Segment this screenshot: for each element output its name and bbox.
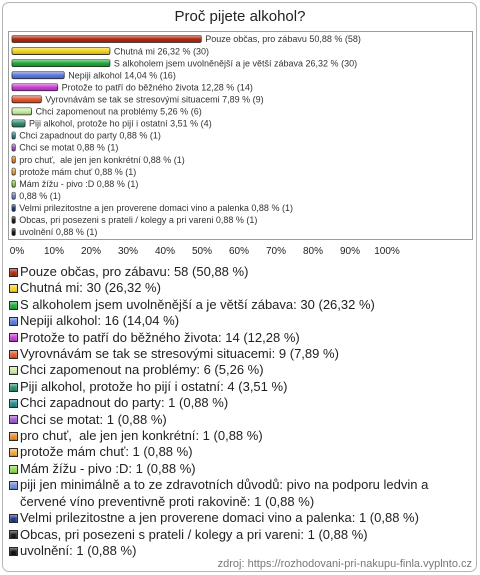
legend-label: Vyrovnávám se tak se stresovými situacemi: 9 (7,89 %) xyxy=(20,346,339,362)
legend-percent: 50,88 % xyxy=(196,264,245,279)
bar-label-count: 1 xyxy=(52,190,58,201)
legend-label: Chci se motat: 1 (0,88 %) xyxy=(20,411,167,427)
bar-row xyxy=(12,58,357,68)
legend-category: Obcas, pri posezeni s prateli / kolegy a pri vareni xyxy=(20,526,301,542)
legend-item xyxy=(9,543,473,559)
legend-percent: 0,88 % xyxy=(147,444,189,460)
x-tick-label: 80% xyxy=(302,246,324,257)
x-tick-label: 30% xyxy=(117,246,139,257)
bar-label-count: 1 xyxy=(284,203,290,214)
bar-label-percent: 0,88 % xyxy=(19,190,48,201)
legend-label: Nepiji alkohol: 16 (14,04 %) xyxy=(20,313,180,329)
legend-label: Piji alkohol, protože ho pijí i ostatní: 4 (3,51 %) xyxy=(20,378,288,394)
legend-swatch xyxy=(9,284,18,293)
legend-category: Nepiji alkohol xyxy=(20,313,98,329)
x-tick-label: 40% xyxy=(154,246,176,257)
bar-chart xyxy=(0,0,480,262)
bar-label-count: 30 xyxy=(344,58,355,69)
legend-percent: 3,51 % xyxy=(242,378,284,394)
legend-category: piji jen minimálně a to ze zdravotních důvodů: pivo na podporu ledvin a červené víno preventivně proti rakovině xyxy=(20,477,432,509)
legend-item xyxy=(9,362,473,378)
bar-label-percent: 0,88 % xyxy=(251,203,280,214)
bar-label: Protože to patří do běžného života 12,28 % (14) xyxy=(61,82,253,93)
x-tick-label: 50% xyxy=(191,246,213,257)
bar-shine xyxy=(12,204,15,211)
legend-item xyxy=(9,477,473,510)
bar-label-category: Chci zapomenout na problémy xyxy=(35,106,158,117)
bar-shine xyxy=(12,120,25,127)
legend-swatch xyxy=(9,268,18,277)
legend-category: uvolnění xyxy=(20,542,70,558)
bar-label-category: Obcas, pri posezeni s prateli / kolegy a pri vareni xyxy=(19,215,214,226)
legend-category: Vyrovnávám se tak se stresovými situacemi xyxy=(20,346,272,362)
bar-label-category: Mám žížu - pivo :D xyxy=(19,178,95,189)
bar-row xyxy=(12,119,212,129)
bar-label-category: Chutná mi xyxy=(113,46,155,57)
legend-item xyxy=(9,395,473,411)
bar-label: Nepiji alkohol 14,04 % (16) xyxy=(68,70,176,81)
x-axis-tick-labels xyxy=(10,246,400,257)
bar-row xyxy=(12,191,61,201)
bar-label-percent: 0,88 % xyxy=(55,227,84,238)
bar-label-category: Nepiji alkohol xyxy=(68,70,122,81)
legend-label: uvolnění: 1 (0,88 %) xyxy=(20,542,137,558)
bar-label-category: S alkoholem jsem uvolněnější a je větší zábava xyxy=(113,58,304,69)
legend-count: 6 xyxy=(203,362,211,378)
legend-count: 14 xyxy=(225,329,240,345)
legend-swatch xyxy=(9,366,18,375)
legend-swatch xyxy=(9,530,18,539)
bar-label: Pouze občas, pro zábavu 50,88 % (58) xyxy=(205,34,361,45)
legend-swatch xyxy=(9,383,18,392)
bar-shine xyxy=(12,132,15,139)
bar-shine xyxy=(12,108,32,115)
bar-label-category: Pouze občas, pro zábavu xyxy=(205,34,307,45)
legend-percent: 0,88 % xyxy=(217,428,259,444)
legend-percent: 5,26 % xyxy=(218,362,260,378)
legend-count: 16 xyxy=(104,313,120,329)
bar-label: Piji alkohol, protože ho pijí i ostatní 3,51 % (4) xyxy=(29,118,212,129)
bar-row xyxy=(12,107,202,117)
bar-label-category: Chci zapadnout do party xyxy=(19,130,117,141)
legend-percent: 14,04 % xyxy=(126,313,175,329)
legend-count: 30 xyxy=(86,280,101,296)
legend-count: 4 xyxy=(227,378,235,394)
bar-label-count: 1 xyxy=(176,154,182,165)
legend-category: Mám žížu - pivo :D xyxy=(20,460,129,476)
bar-label-category: pro chuť, ale jen jen konkrétní xyxy=(19,154,141,165)
legend-percent: 26,32 % xyxy=(108,280,157,296)
bar-row xyxy=(12,34,361,44)
bar-label-count: 1 xyxy=(130,178,136,189)
legend-percent: 26,32 % xyxy=(322,296,371,312)
bar-shine xyxy=(12,192,15,199)
bar-row xyxy=(12,155,185,165)
legend-count: 1 xyxy=(168,395,176,411)
legend-swatch xyxy=(9,317,18,326)
legend-item xyxy=(9,412,473,428)
legend-percent: 0,88 % xyxy=(322,526,364,542)
legend-item xyxy=(9,461,473,477)
bar-row xyxy=(12,131,161,141)
legend-label: S alkoholem jsem uvolněnější a je větší zábava: 30 (26,32 %) xyxy=(20,296,375,312)
bar-row xyxy=(12,167,136,177)
bar-label: protože mám chuť 0,88 % (1) xyxy=(19,166,137,177)
bar-row xyxy=(12,203,293,213)
bar-shine xyxy=(12,36,201,43)
x-tick-label: 20% xyxy=(80,246,102,257)
legend-count: 1 xyxy=(307,526,315,542)
legend-item xyxy=(9,510,473,526)
legend-count: 1 xyxy=(202,428,210,444)
legend-category: Protože to patří do běžného života xyxy=(20,329,219,345)
bar-label: Vyrovnávám se tak se stresovými situacemi 7,89 % (9) xyxy=(45,94,264,105)
legend-category: Velmi prilezitostne a jen proverene domaci vino a palenka xyxy=(20,510,352,526)
bar-row xyxy=(12,82,253,92)
legend-percent: 0,88 % xyxy=(374,510,415,526)
bar-shine xyxy=(12,84,58,91)
bar-shine xyxy=(12,96,41,103)
source-note: zdroj: https://rozhodovani-pri-nakupu-finla.vyplnto.cz xyxy=(217,558,472,570)
legend-item xyxy=(9,444,473,460)
bar-row xyxy=(12,95,264,105)
x-tick-label: 60% xyxy=(228,246,250,257)
bar-label-count: 4 xyxy=(203,118,209,129)
legend-count: 58 xyxy=(173,264,189,279)
bar-label-percent: 0,88 % xyxy=(94,166,123,177)
bar-label-count: 30 xyxy=(195,46,207,57)
bar-label-count: 1 xyxy=(152,130,158,141)
bar-label-category: uvolnění xyxy=(19,227,54,238)
bar-label-percent: 50,88 % xyxy=(309,34,343,45)
bar-label: Chci zapadnout do party 0,88 % (1) xyxy=(19,130,161,141)
bar-label-count: 9 xyxy=(255,94,261,105)
x-tick-label: 10% xyxy=(43,246,65,257)
legend-category: protože mám chuť xyxy=(20,444,126,460)
legend-item xyxy=(9,264,473,280)
bar-label-percent: 5,26 % xyxy=(160,106,189,117)
bar-shine xyxy=(12,72,64,79)
bar-label: Chci se motat 0,88 % (1) xyxy=(19,142,119,153)
bar-label-count: 1 xyxy=(249,215,255,226)
legend-swatch xyxy=(9,547,18,556)
bar-label-percent: 3,51 % xyxy=(170,118,199,129)
legend-count: 30 xyxy=(300,296,315,312)
legend-label: Chci zapomenout na problémy: 6 (5,26 %) xyxy=(20,362,264,378)
bar-shine xyxy=(12,216,15,223)
bar-label-category: protože mám chuť xyxy=(19,166,93,177)
legend-swatch xyxy=(9,514,18,523)
bar-label-percent: 26,32 % xyxy=(157,46,191,57)
bar-row xyxy=(12,179,138,189)
legend-swatch xyxy=(9,448,18,457)
legend-swatch xyxy=(9,350,18,359)
bar-shine xyxy=(12,168,15,175)
bar-shine xyxy=(12,180,15,187)
bar-label-count: 6 xyxy=(193,106,199,117)
legend-swatch xyxy=(9,399,18,408)
bar-label: Velmi prilezitostne a jen proverene domaci vino a palenka 0,88 % (1) xyxy=(19,203,293,214)
bar-label: uvolnění 0,88 % (1) xyxy=(19,227,98,238)
legend-swatch xyxy=(9,415,18,424)
legend-percent: 0,88 % xyxy=(183,395,224,411)
bar-label-percent: 0,88 % xyxy=(76,142,105,153)
bar-label: S alkoholem jsem uvolněnější a je větší zábava 26,32 % (30) xyxy=(113,58,358,69)
legend-category: S alkoholem jsem uvolněnější a je větší zábava xyxy=(20,296,294,312)
legend-item xyxy=(9,428,473,444)
legend-percent: 7,89 % xyxy=(294,346,335,362)
bar-label-category: Chci se motat xyxy=(19,142,75,153)
legend-label: protože mám chuť: 1 (0,88 %) xyxy=(20,444,193,460)
legend-item xyxy=(9,379,473,395)
bar-label: Mám žížu - pivo :D 0,88 % (1) xyxy=(19,178,139,189)
bar-row xyxy=(12,215,257,225)
bar-label-percent: 14,04 % xyxy=(124,70,158,81)
bar-label-count: 1 xyxy=(128,166,134,177)
legend-count: 1 xyxy=(132,444,140,460)
legend-category: Pouze občas, pro zábavu xyxy=(20,264,167,279)
legend-category: pro chuť, ale jen jen konkrétní xyxy=(20,428,196,444)
bar-row xyxy=(12,70,176,80)
bar-label-percent: 12,28 % xyxy=(201,82,235,93)
bar-label-percent: 0,88 % xyxy=(96,178,125,189)
bar-label: pro chuť, ale jen jen konkrétní 0,88 % (1) xyxy=(19,154,185,165)
legend-swatch xyxy=(9,333,18,342)
legend-swatch xyxy=(9,301,18,310)
bar-label-count: 16 xyxy=(162,70,173,81)
bar-label-percent: 26,32 % xyxy=(305,58,339,69)
legend-label: Pouze občas, pro zábavu: 58 (50,88 %) xyxy=(20,264,249,279)
bar-label-count: 1 xyxy=(110,142,116,153)
legend-category: Chci zapomenout na problémy xyxy=(20,362,197,378)
legend xyxy=(9,264,473,559)
bar-shine xyxy=(12,48,110,55)
legend-swatch xyxy=(9,481,18,490)
legend-percent: 0,88 % xyxy=(121,411,163,427)
legend-count: 1 xyxy=(106,411,114,427)
bar-label-percent: 0,88 % xyxy=(215,215,244,226)
legend-category: Chci zapadnout do party xyxy=(20,395,161,411)
legend-percent: 0,88 % xyxy=(269,493,310,509)
bar-shine xyxy=(12,156,15,163)
bar-shine xyxy=(12,228,15,235)
legend-label: piji jen minimálně a to ze zdravotních důvodů: pivo na podporu ledvin a červené víno preventivně proti rakovině: 1 (0,88 %) xyxy=(20,477,432,509)
legend-label: Chutná mi: 30 (26,32 %) xyxy=(20,280,161,296)
legend-label: Mám žížu - pivo :D: 1 (0,88 %) xyxy=(20,460,196,476)
legend-item xyxy=(9,527,473,543)
legend-label: pro chuť, ale jen jen konkrétní: 1 (0,88 %) xyxy=(20,428,263,444)
legend-label: Obcas, pri posezeni s prateli / kolegy a pri vareni: 1 (0,88 %) xyxy=(20,526,368,542)
legend-count: 1 xyxy=(358,510,367,526)
legend-category: Chutná mi xyxy=(20,280,80,296)
bar-label-percent: 0,88 % xyxy=(119,130,148,141)
legend-label: Protože to patří do běžného života: 14 (12,28 %) xyxy=(20,329,300,345)
bar-label-percent: 0,88 % xyxy=(143,154,172,165)
bar-label-category: Vyrovnávám se tak se stresovými situacemi xyxy=(45,94,220,105)
bar-label: Obcas, pri posezeni s prateli / kolegy a pri vareni 0,88 % (1) xyxy=(19,215,258,226)
legend-count: 9 xyxy=(278,346,287,362)
legend-swatch xyxy=(9,465,18,474)
bar-label-count: 1 xyxy=(89,227,95,238)
x-tick-label: 0% xyxy=(9,246,25,257)
legend-item xyxy=(9,346,473,362)
legend-label: Chci zapadnout do party: 1 (0,88 %) xyxy=(20,395,229,411)
bar-label: Chutná mi 26,32 % (30) xyxy=(113,46,210,57)
legend-item xyxy=(9,313,473,329)
bar-label-percent: 7,89 % xyxy=(222,94,251,105)
bar-shine xyxy=(12,60,110,67)
legend-swatch xyxy=(9,432,18,441)
legend-item xyxy=(9,297,473,313)
x-tick-label: 70% xyxy=(265,246,287,257)
bar-shine xyxy=(12,144,15,151)
bar-label-category: Velmi prilezitostne a jen proverene domaci vino a palenka xyxy=(19,203,249,214)
legend-item xyxy=(9,280,473,296)
bar-label-category: Piji alkohol, protože ho pijí i ostatní xyxy=(29,118,168,129)
legend-percent: 0,88 % xyxy=(150,460,192,476)
x-tick-label: 100% xyxy=(374,246,400,257)
bar-label: Chci zapomenout na problémy 5,26 % (6) xyxy=(35,106,202,117)
legend-category: Chci se motat xyxy=(20,411,100,427)
legend-percent: 12,28 % xyxy=(247,329,296,345)
legend-count: 1 xyxy=(254,493,262,509)
legend-count: 1 xyxy=(76,542,84,558)
chart-title: Proč pijete alkohol? xyxy=(174,8,306,25)
legend-category: Piji alkohol, protože ho pijí i ostatní xyxy=(20,378,221,394)
bar-label-count: 58 xyxy=(347,34,358,45)
legend-count: 1 xyxy=(135,460,143,476)
x-tick-label: 90% xyxy=(339,246,361,257)
bar-row xyxy=(12,227,97,237)
legend-label: Velmi prilezitostne a jen proverene domaci vino a palenka: 1 (0,88 %) xyxy=(20,510,419,526)
bar-label-category: Protože to patří do běžného života xyxy=(61,82,199,93)
bar-label-count: 14 xyxy=(239,82,250,93)
legend-item xyxy=(9,330,473,346)
legend-percent: 0,88 % xyxy=(91,542,133,558)
bar-label: 0,88 % (1) xyxy=(19,190,61,201)
bar-row xyxy=(12,143,118,153)
